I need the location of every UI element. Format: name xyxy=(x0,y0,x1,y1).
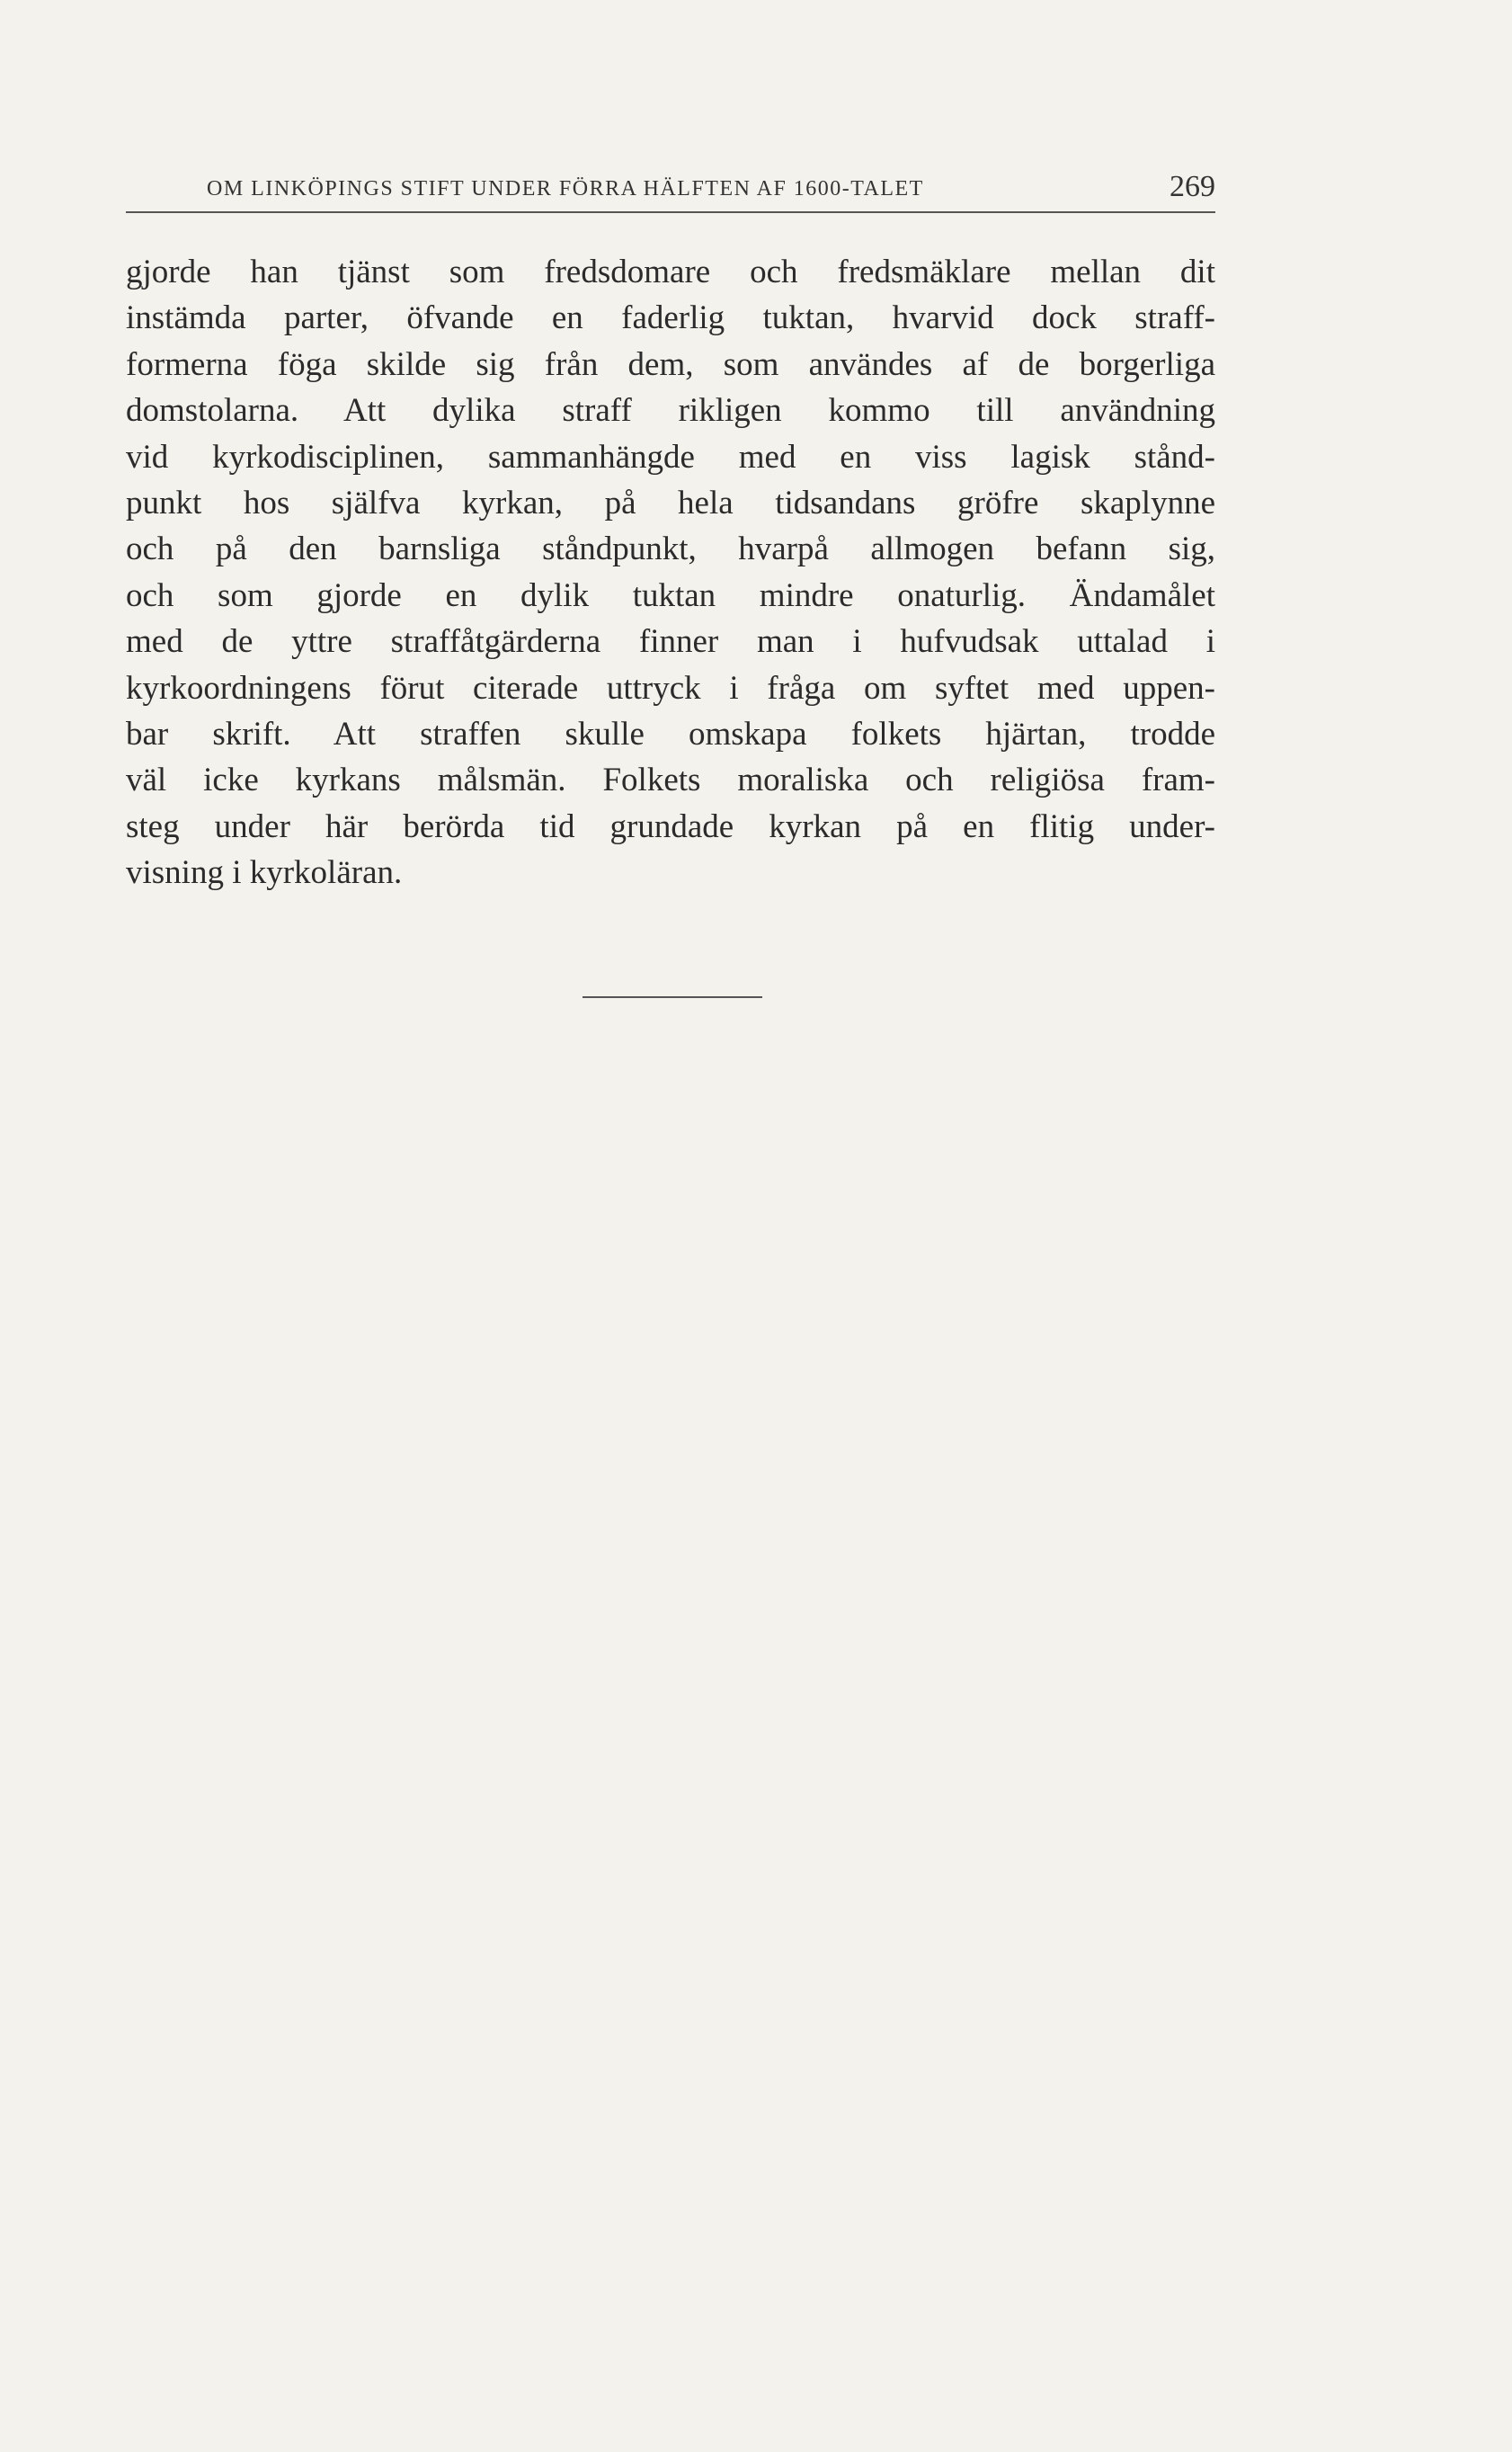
text-line: instämda parter, öfvande en faderlig tuktan, hvarvid dock straff- xyxy=(126,299,1215,337)
text-line: kyrkoordningens förut citerade uttryck i fråga om syftet med uppen- xyxy=(126,669,1215,707)
closing-rule xyxy=(583,996,762,998)
page-number: 269 xyxy=(1170,170,1215,203)
text-line: bar skrift. Att straffen skulle omskapa folkets hjärtan, trodde xyxy=(126,715,1215,753)
running-title: OM LINKÖPINGS STIFT UNDER FÖRRA HÄLFTEN AF 1600-TALET xyxy=(207,177,924,201)
text-line: och som gjorde en dylik tuktan mindre onaturlig. Ändamålet xyxy=(126,576,1215,614)
text-line: väl icke kyrkans målsmän. Folkets moraliska och religiösa fram- xyxy=(126,762,1215,799)
body-paragraph xyxy=(126,249,1215,896)
text-line: punkt hos själfva kyrkan, på hela tidsandans gröfre skaplynne xyxy=(126,484,1215,522)
text-line: med de yttre straffåtgärderna finner man i hufvudsak uttalad i xyxy=(126,623,1215,661)
text-line: domstolarna. Att dylika straff rikligen kommo till användning xyxy=(126,392,1215,430)
text-line: gjorde han tjänst som fredsdomare och fredsmäklare mellan dit xyxy=(126,254,1215,290)
text-line: och på den barnsliga ståndpunkt, hvarpå allmogen befann sig, xyxy=(126,531,1215,568)
running-header xyxy=(126,170,1215,213)
text-line: vid kyrkodisciplinen, sammanhängde med en viss lagisk stånd- xyxy=(126,438,1215,476)
text-line: visning i kyrkoläran. xyxy=(126,854,403,892)
text-line: steg under här berörda tid grundade kyrkan på en flitig under- xyxy=(126,807,1215,845)
text-line: formerna föga skilde sig från dem, som användes af de borgerliga xyxy=(126,345,1215,383)
